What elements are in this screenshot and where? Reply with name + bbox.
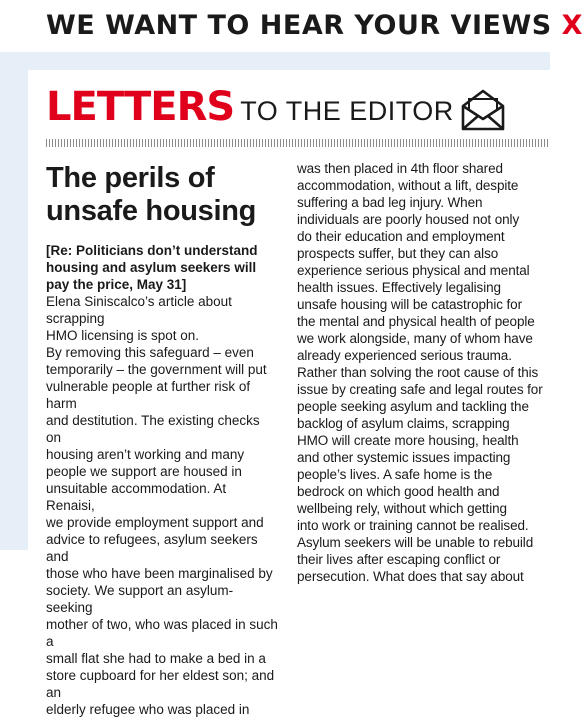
body-line: wellbeing rely, without which getting (297, 501, 507, 516)
article-body-left (46, 293, 278, 718)
body-line: bedrock on which good health and (297, 484, 500, 499)
body-line: mother of two, who was placed in such a (46, 617, 278, 649)
body-line: prospects suffer, but they can also (297, 246, 499, 261)
body-line: By removing this safeguard – even (46, 345, 254, 360)
banner-headline: WE WANT TO HEAR YOUR VIEWS X (46, 10, 583, 41)
body-line: temporarily – the government will put (46, 362, 267, 377)
dotted-divider (46, 139, 550, 147)
body-line: society. We support an asylum-seeking (46, 583, 234, 615)
body-line: small flat she had to make a bed in a (46, 651, 266, 666)
body-line: unsuitable accommodation. At Renaisi, (46, 481, 227, 513)
body-line: housing aren’t working and many (46, 447, 245, 462)
body-line: Rather than solving the root cause of this (297, 365, 539, 380)
body-line: individuals are poorly housed not only (297, 212, 520, 227)
body-line: we provide employment support and (46, 515, 264, 530)
banner (0, 0, 583, 52)
body-line: accommodation, without a lift, despite (297, 178, 519, 193)
body-line: and other systemic issues impacting (297, 450, 511, 465)
body-line: was then placed in 4th floor shared (297, 161, 503, 176)
body-line: into work or training cannot be realised. (297, 518, 529, 533)
article-reference: [Re: Politicians don’t understand housing and asylum seekers will pay the price, May 31] (46, 243, 258, 292)
section-title-red: LETTERS (46, 84, 235, 130)
body-line: health issues. Effectively legalising (297, 280, 501, 295)
body-line: advice to refugees, asylum seekers and (46, 532, 258, 564)
body-line: already experienced serious trauma. (297, 348, 512, 363)
body-line: the mental and physical health of people (297, 314, 535, 329)
body-line: their lives after escaping conflict or (297, 552, 501, 567)
body-line: backlog of asylum claims, scrapping (297, 416, 510, 431)
section-masthead (46, 84, 454, 130)
body-line: we work alongside, many of whom have (297, 331, 533, 346)
article-body-right (297, 160, 550, 585)
body-line: suffering a bad leg injury. When (297, 195, 483, 210)
article-column-left (46, 160, 278, 718)
article-headline: The perils of unsafe housing (46, 162, 257, 227)
article-column-right (297, 160, 550, 585)
body-line: experience serious physical and mental (297, 263, 530, 278)
section-title-rest: TO THE EDITOR (240, 96, 454, 126)
body-line: people’s lives. A safe home is the (297, 467, 493, 482)
body-line: unsafe housing will be catastrophic for (297, 297, 522, 312)
envelope-icon (460, 88, 506, 132)
body-line: do their education and employment (297, 229, 505, 244)
body-line: HMO licensing is spot on. (46, 328, 200, 343)
body-line: HMO will create more housing, health (297, 433, 519, 448)
body-line: elderly refugee who was placed in (46, 702, 250, 717)
body-line: those who have been marginalised by (46, 566, 273, 581)
body-line: issue by creating safe and legal routes for (297, 382, 543, 397)
body-line: and destitution. The existing checks on (46, 413, 260, 445)
body-line: people seeking asylum and tackling the (297, 399, 529, 414)
body-line: store cupboard for her eldest son; and an (46, 668, 275, 700)
body-line: Elena Siniscalco’s article about scrapping (46, 294, 232, 326)
body-line: vulnerable people at further risk of harm (46, 379, 251, 411)
body-line: persecution. What does that say about (297, 569, 524, 584)
banner-mark: X (561, 10, 583, 41)
body-line: Asylum seekers will be unable to rebuild (297, 535, 534, 550)
body-line: people we support are housed in (46, 464, 242, 479)
